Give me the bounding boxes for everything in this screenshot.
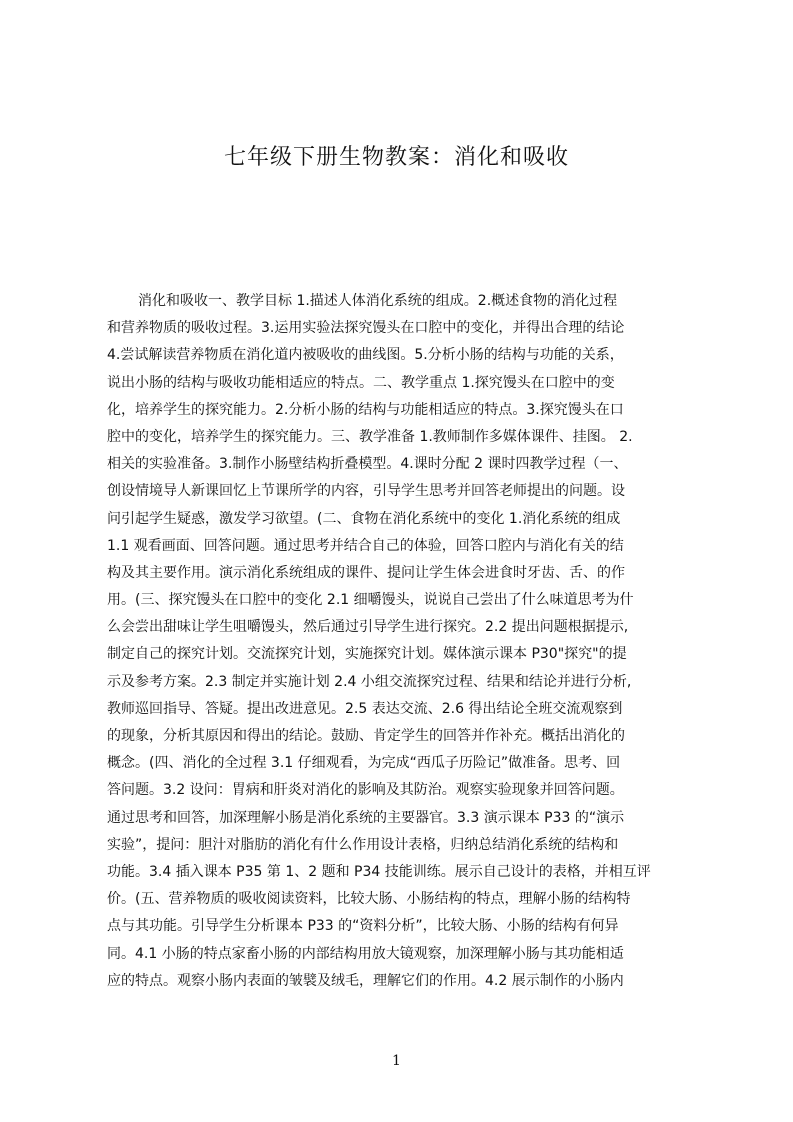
text-line: 的现象，分析其原因和得出的结论。鼓励、肯定学生的回答并作补充。概括出消化的: [107, 728, 625, 744]
text-line: 么会尝出甜味让学生咀嚼馒头，然后通过引导学生进行探究。2.2 提出问题根据提示,: [107, 619, 629, 636]
document-title: 七年级下册生物教案：消化和吸收: [223, 145, 569, 170]
text-line: 腔中的变化，培养学生的探究能力。三、教学准备 1.教师制作多媒体课件、挂图。 2.: [107, 428, 633, 445]
text-line: 点与其功能。引导学生分析课本 P33 的“资料分析”，比较大肠、小肠的结构有何异: [107, 918, 619, 935]
text-line: 消化和吸收一、教学目标 1.描述人体消化系统的组成。2.概述食物的消化过程: [138, 293, 618, 309]
text-line: 功能。3.4 插入课本 P35 第 1、2 题和 P34 技能训练。展示自己设计的表格，并相互评: [107, 863, 651, 880]
text-line: 4.尝试解读营养物质在消化道内被吸收的曲线图。5.分析小肠的结构与功能的关系，: [107, 347, 624, 364]
text-line: 价。(五、营养物质的吸收阅读资料，比较大肠、小肠结构的特点，理解小肠的结构特: [107, 891, 631, 908]
text-line: 问引起学生疑惑，激发学习欲望。(二、食物在消化系统中的变化 1.消化系统的组成: [107, 510, 621, 527]
text-line: 答问题。3.2 设问：胃病和肝炎对消化的影响及其防治。观察实验现象并回答问题。: [107, 782, 624, 799]
text-line: 示及参考方案。2.3 制定并实施计划 2.4 小组交流探究过程、结果和结论并进行分析,: [107, 673, 632, 690]
text-line: 用。(三、探究馒头在口腔中的变化 2.1 细嚼馒头，说说自己尝出了什么味道思考为什: [107, 592, 634, 609]
text-line: 应的特点。观察小肠内表面的皱襞及绒毛，理解它们的作用。4.2 展示制作的小肠内: [107, 972, 624, 989]
text-line: 构及其主要作用。演示消化系统组成的课件、提问让学生体会进食时牙齿、舌、的作: [107, 564, 625, 581]
text-line: 相关的实验准备。3.制作小肠壁结构折叠模型。4.课时分配 2 课时四教学过程（一、: [107, 456, 628, 473]
text-line: 创设情境导人新课回忆上节课所学的内容，引导学生思考并回答老师提出的问题。设: [107, 483, 625, 500]
body-paragraph: [107, 288, 699, 995]
text-line: 概念。(四、消化的全过程 3.1 仔细观看，为完成“西瓜子历险记”做准备。思考、回: [107, 755, 621, 772]
page-number: 1: [392, 1053, 401, 1069]
text-line: 实验”，提问：胆汁对脂肪的消化有什么作用设计表格，归纳总结消化系统的结构和: [107, 836, 619, 853]
text-line: 同。4.1 小肠的特点家畜小肠的内部结构用放大镜观察，加深理解小肠与其功能相适: [107, 945, 624, 962]
text-line: 说出小肠的结构与吸收功能相适应的特点。二、教学重点 1.探究馒头在口腔中的变: [107, 374, 615, 391]
text-line: 通过思考和回答，加深理解小肠是消化系统的主要器官。3.3 演示课本 P33 的“演示: [107, 809, 625, 826]
text-line: 1.1 观看画面、回答问题。通过思考并结合自己的体验，回答口腔内与消化有关的结: [107, 537, 624, 554]
text-line: 化，培养学生的探究能力。2.分析小肠的结构与功能相适应的特点。3.探究馒头在口: [107, 401, 624, 418]
text-line: 教师巡回指导、答疑。提出改进意见。2.5 表达交流、2.6 得出结论全班交流观察到: [107, 700, 623, 717]
text-line: 制定自己的探究计划。交流探究计划，实施探究计划。媒体演示课本 P30"探究"的提: [107, 646, 627, 663]
text-line: 和营养物质的吸收过程。3.运用实验法探究馒头在口腔中的变化，并得出合理的结论: [107, 320, 625, 337]
